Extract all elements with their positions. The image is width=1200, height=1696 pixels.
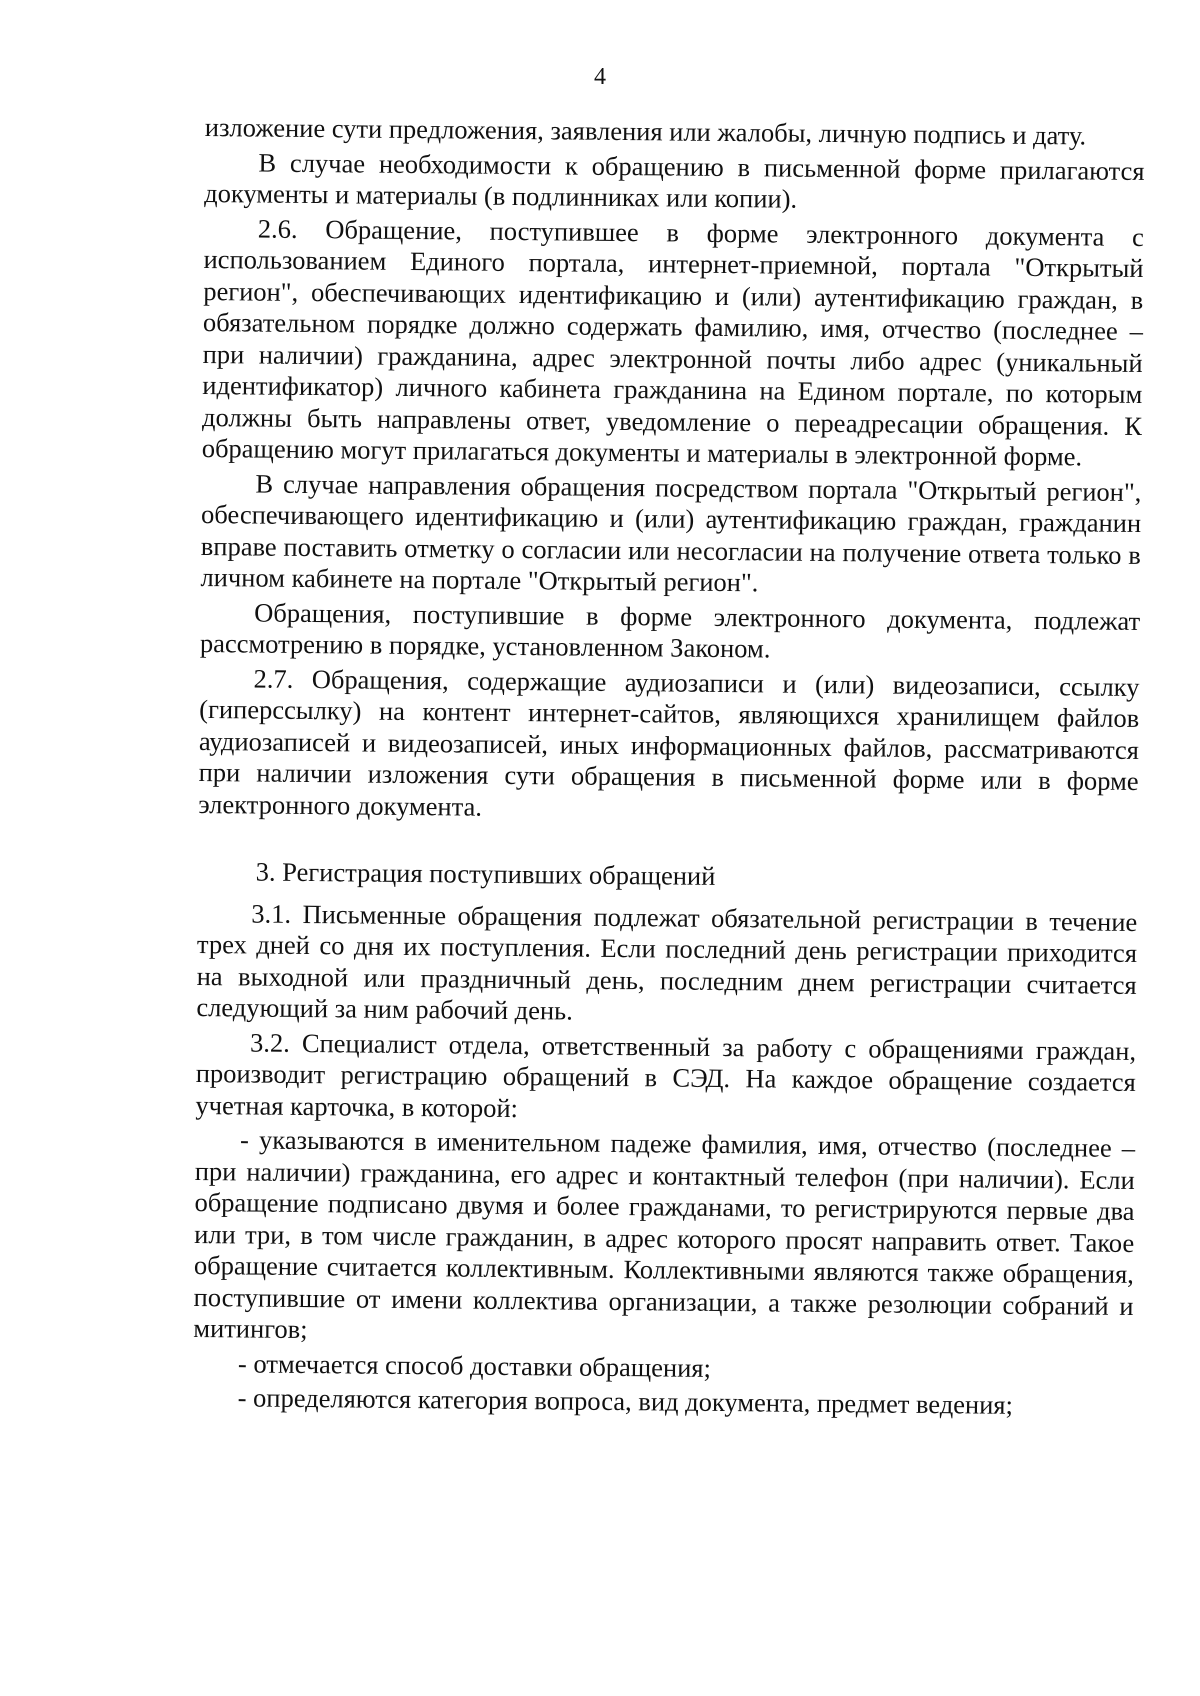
paragraph-3-2: 3.2. Специалист отдела, ответственный за работу с обращениями граждан, производит регистрацию обращений в СЭД. На каждое обращение создается учетная карточка, в которой: <box>195 1026 1137 1123</box>
paragraph-3-1: 3.1. Письменные обращения подлежат обязательной регистрации в течение трех дней со дня их поступления. Если последний день регистрации приходится на выходной или праздничный день, последним днем регистрации считается следующий за ним рабочий день. <box>196 897 1138 1026</box>
section-heading: 3. Регистрация поступивших обращений <box>255 856 716 891</box>
list-item: - определяются категория вопроса, вид документа, предмет ведения; <box>237 1382 1014 1420</box>
paragraph-electronic-review: Обращения, поступившие в форме электронного документа, подлежат рассмотрению в порядке, установленном Законом. <box>199 596 1141 664</box>
page-number: 4 <box>594 64 606 90</box>
list-item: - указываются в именительном падеже фамилия, имя, отчество (последнее – при наличии) гражданина, его адрес и контактный телефон (при наличии). Если обращение подписано двумя и более гражданами, то регистрируются первые два или три, в том числе гражданин, в адрес которого просят направить ответ. Такое обращение считается коллективным. Коллективными являются также обращения, поступившие от имени коллектива организации, а также резолюции собраний и митингов; <box>193 1124 1136 1345</box>
paragraph-open-region: В случае направления обращения посредством портала "Открытый регион", обеспечивающего идентификацию и (или) аутентификацию граждан, гражданин вправе поставить отметку о согласии или несогласии на получение ответа только в личном кабинете на портале "Открытый регион". <box>200 468 1142 598</box>
paragraph-2-6: 2.6. Обращение, поступившее в форме электронного документа с использованием Единого портала, интернет-приемной, портала "Открытый регион", обеспечивающих идентификацию и (или) аутентификацию граждан, в обязательном порядке должно содержать фамилию, имя, отчество (последнее – при наличии) гражданина, адрес электронной почты либо адрес (уникальный идентификатор) личного кабинета гражданина на Едином портале, по которым должны быть направлены ответ, уведомление о переадресации обращения. К обращению могут прилагаться документы и материалы в электронной форме. <box>201 213 1144 472</box>
paragraph-continuation: изложение сути предложения, заявления или жалобы, личную подпись и дату. <box>204 112 1087 151</box>
document-body <box>192 112 1144 1425</box>
paragraph-2-7: 2.7. Обращения, содержащие аудиозаписи и (или) видеозаписи, ссылку (гиперссылку) на контент интернет-сайтов, являющихся хранилищем файлов аудиозаписей и видеозаписей, иных информационных файлов, рассматриваются при наличии изложения сути обращения в письменной форме или в форме электронного документа. <box>198 662 1140 822</box>
paragraph-attachments: В случае необходимости к обращению в письменной форме прилагаются документы и материалы (в подлинниках или копии). <box>204 147 1145 214</box>
list-item: - отмечается способ доставки обращения; <box>237 1347 712 1383</box>
